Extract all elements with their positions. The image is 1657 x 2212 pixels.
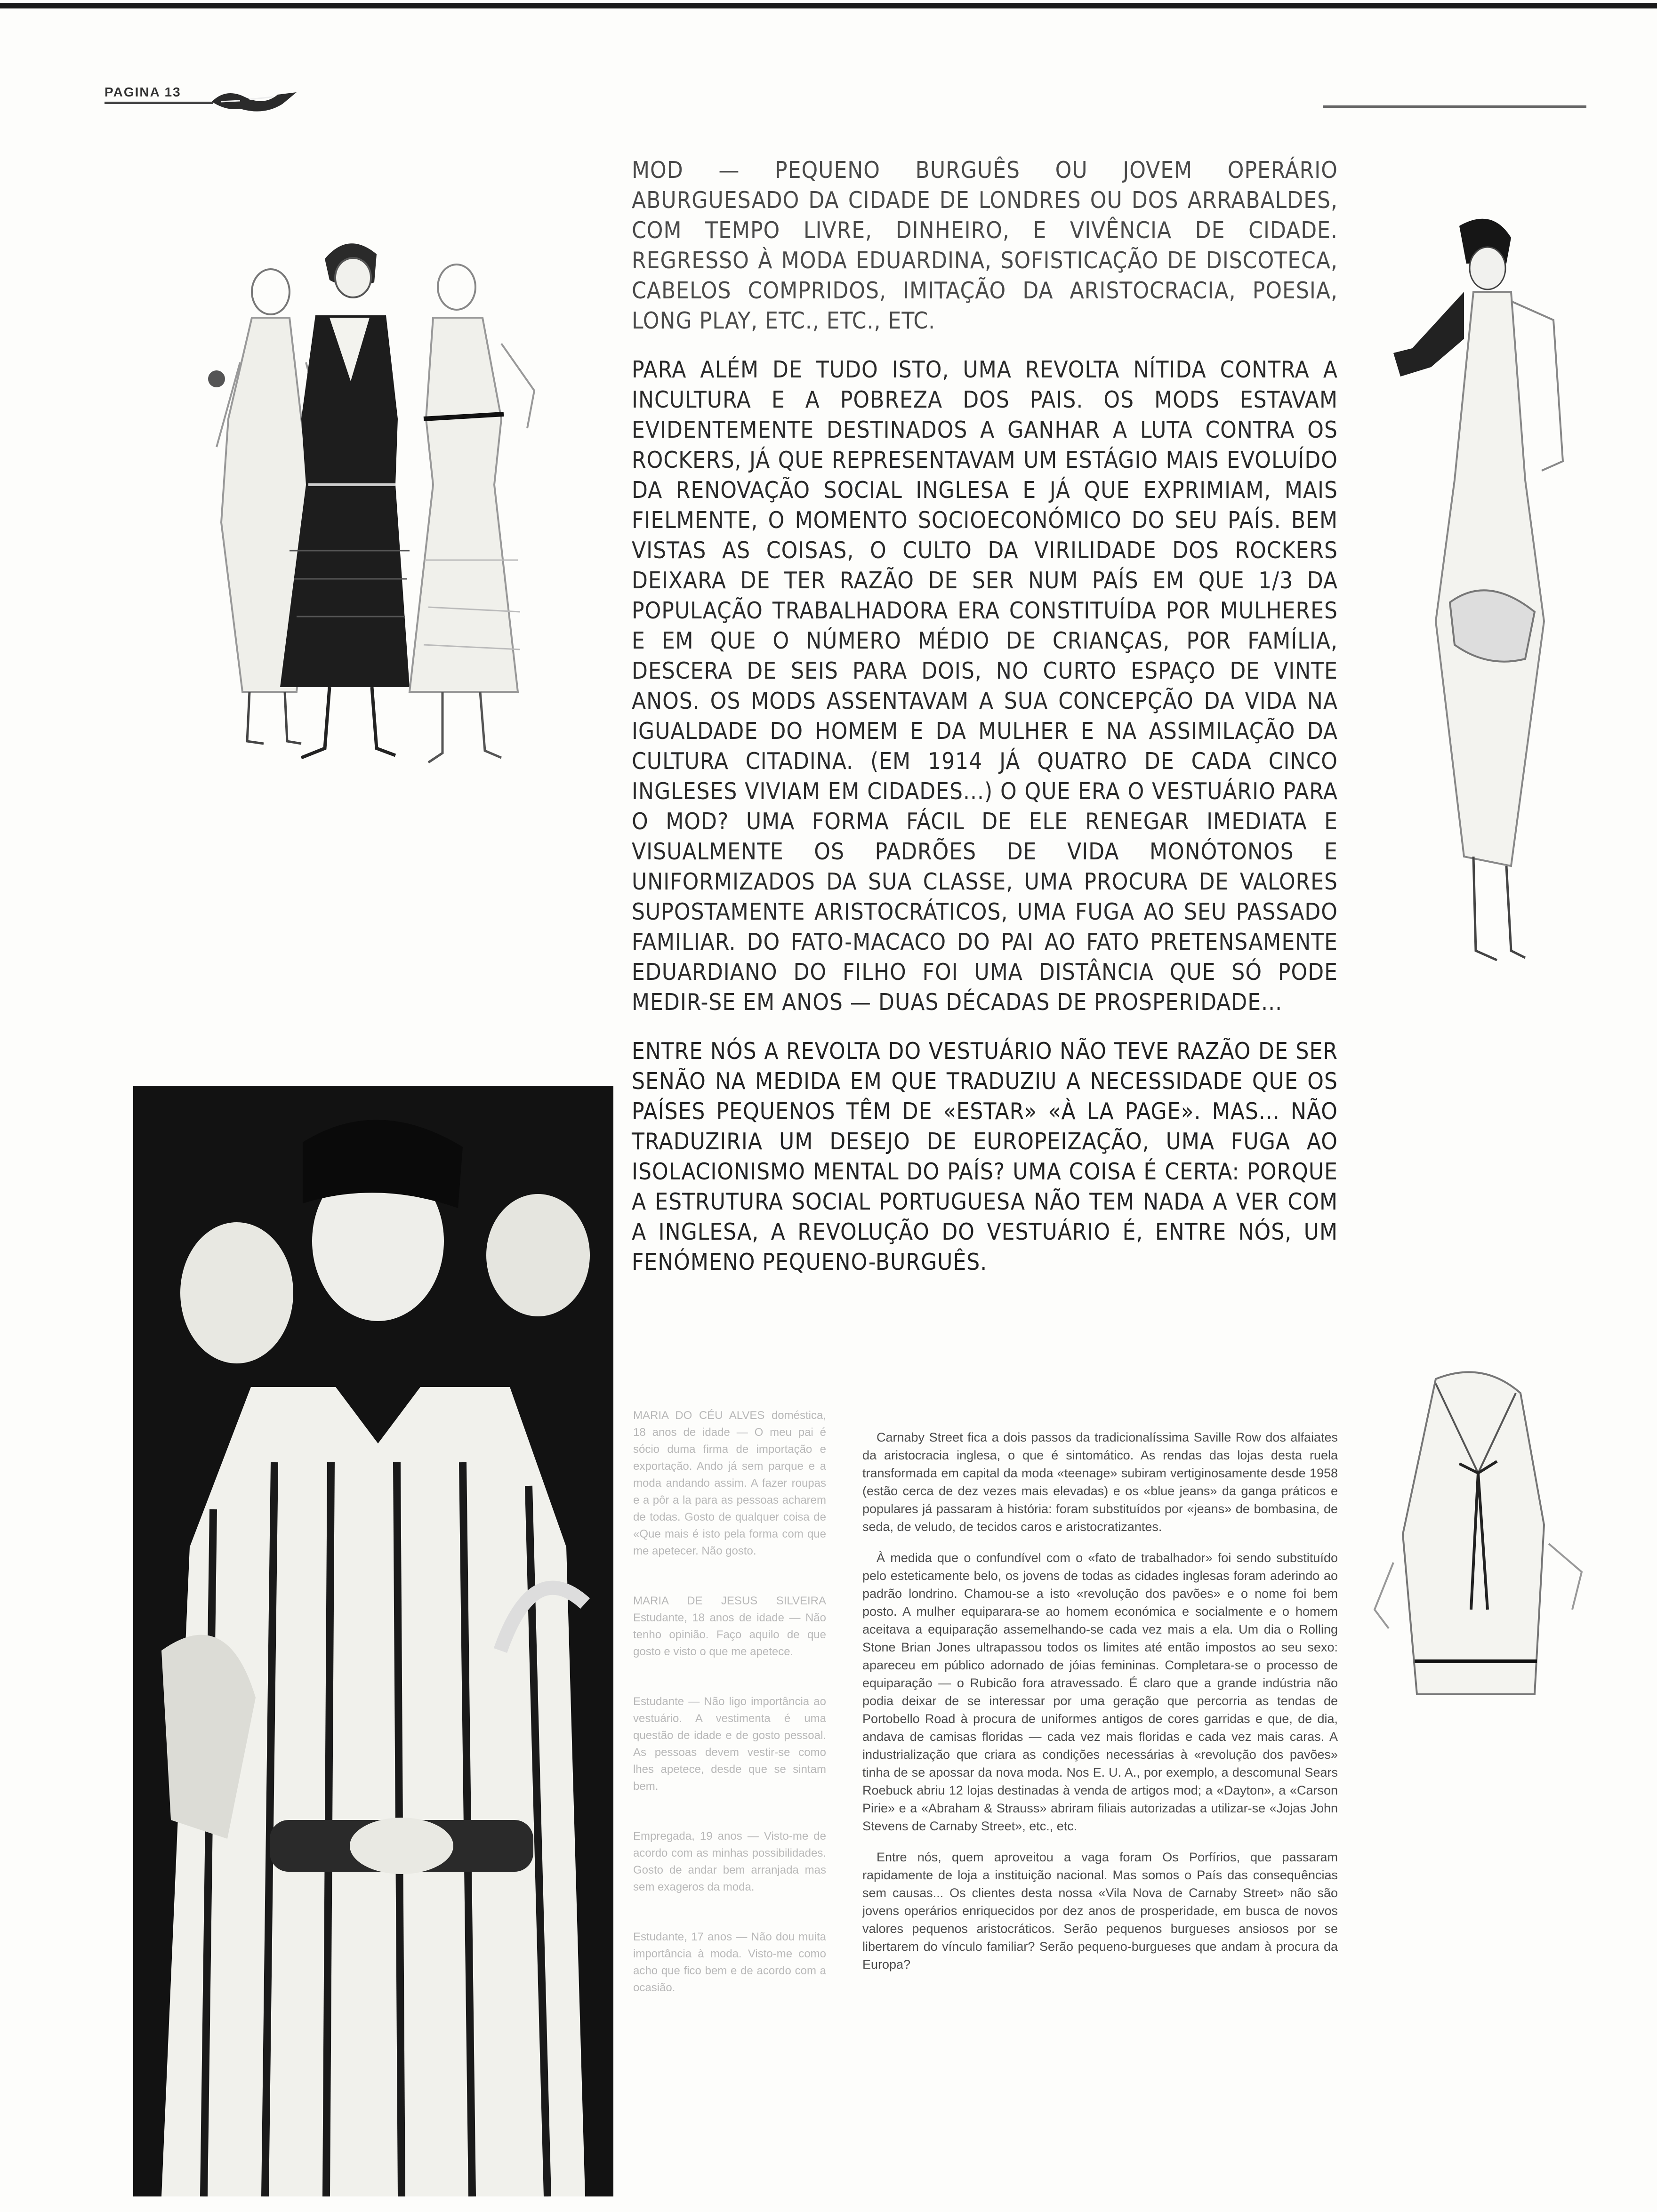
magazine-logo-icon: [207, 83, 301, 120]
interview-caption: MARIA DE JESUS SILVEIRA Estudante, 18 anos de idade — Não tenho opinião. Faço aquilo de que gosto e visto o que me apetece.: [633, 1595, 826, 1658]
sidebar-paragraph: Carnaby Street fica a dois passos da tradicionalíssima Saville Row dos alfaiates da aristocracia inglesa, o que é sintomático. As rendas das lojas desta ruela transformada em capital da moda «teenage» subiram vertiginosamente desde 1958 (estão cerca de dez vezes mais elevadas) e os «blue jeans» da ganga práticos e populares já passaram à história: foram substituídos por «jeans» de bombasina, de seda, de veludo, de tecidos caros e aristocratizantes.: [862, 1430, 1338, 1534]
interview-caption: Estudante, 17 anos — Não dou muita importância à moda. Visto-me como acho que fico bem e de acordo com a ocasião.: [633, 1931, 826, 1994]
interview-caption: Estudante — Não ligo importância ao vestuário. A vestimenta é uma questão de idade e de gosto pessoal. As pessoas devem vestir-se como lhes apetece, desde que se sintam bem.: [633, 1695, 826, 1793]
article-body: [632, 155, 1338, 1296]
interview-caption: Empregada, 19 anos — Visto-me de acordo com as minhas possibilidades. Gosto de andar bem arranjada mas sem exageros da moda.: [633, 1830, 826, 1893]
carnaby-street-sidebar: [862, 1428, 1338, 1987]
sidebar-paragraph: Entre nós, quem aproveitou a vaga foram Os Porfírios, que passaram rapidamente de loja a instituição nacional. Mas somos o País das consequências sem causas... Os clientes desta nossa «Vila Nova de Carnaby Street» não são jovens operários enriquecidos por dez anos de prosperidade, em busca de novos valores pequenos aristocráticos. Serão pequenos burgueses ansiosos por se libertarem do vínculo familiar? Serão pequeno-burgueses que andam à procura da Europa?: [862, 1850, 1338, 1972]
header-rule-right: [1323, 105, 1586, 108]
mod-youths-illustration: [133, 1086, 613, 2196]
mod-youths-drawing: [133, 1086, 613, 2196]
sidebar-paragraph: À medida que o confundível com o «fato de trabalhador» foi sendo substituído pelo esteticamente belo, os jovens de todas as cidades inglesas foram aderindo ao padrão londrino. Chamou-se a isto «revolução dos pavões» e o nome foi bem posto. A mulher equiparara-se ao homem económica e socialmente e o homem aceitava a equiparação assemelhando-se cada vez mais a ela. Um dia o Rolling Stone Brian Jones ultrapassou todos os limites até então impostos ao seu sexo: apareceu em público adornado de jóias femininas. Completara-se o processo de equiparação — o Rubicão fora atravessado. É claro que a grande indústria não podia deixar de se interessar por uma geração que percorria as tendas de Portobello Road à procura de uniformes antigos de cores garridas e que, de dia, andava de camisas floridas — cada vez mais floridas e cada vez mais caras. A industrialização que criara as condições necessárias à «revolução dos pavões» tinha de se apossar da nova moda. Nos E. U. A., por exemplo, a descomunal Sears Roebuck abriu 12 lojas destinadas à venda de artigos mod; a «Dayton», a «Carson Pirie» e a «Abraham & Strauss» abriram filiais autorizadas a utilizar-se «Jojas John Stevens de Carnaby Street», etc., etc.: [862, 1551, 1338, 1833]
article-paragraph-3: ENTRE NÓS A REVOLTA DO VESTUÁRIO NÃO TEVE RAZÃO DE SER SENÃO NA MEDIDA EM QUE TRADUZIU A NECESSIDADE QUE OS PAÍSES PEQUENOS TÊM DE «ESTAR» «À LA PAGE». MAS... NÃO TRADUZIRIA UM DESEJO DE EUROPEIZAÇÃO, UMA FUGA AO ISOLACIONISMO MENTAL DO PAÍS? UMA COISA É CERTA: PORQUE A ESTRUTURA SOCIAL PORTUGUESA NÃO TEM NADA A VER COM A INGLESA, A REVOLUÇÃO DO VESTUÁRIO É, ENTRE NÓS, UM FENÓMENO PEQUENO-BURGUÊS.: [632, 1038, 1338, 1275]
fashion-illustration-cloche-woman: [1356, 198, 1601, 988]
page-top-rule: [0, 3, 1657, 8]
header-right-text: [1431, 88, 1549, 102]
page-number-label: PAGINA 13: [105, 85, 213, 104]
article-paragraph-1: MOD — PEQUENO BURGUÊS OU JOVEM OPERÁRIO ABURGUESADO DA CIDADE DE LONDRES OU DOS ARRABALDES, COM TEMPO LIVRE, DINHEIRO, E VIVÊNCIA DE CIDADE. REGRESSO À MODA EDUARDINA, SOFISTICAÇÃO DE DISCOTECA, CABELOS COMPRIDOS, IMITAÇÃO DA ARISTOCRACIA, POESIA, LONG PLAY, ETC., ETC., ETC.: [632, 157, 1338, 334]
article-paragraph-2: PARA ALÉM DE TUDO ISTO, UMA REVOLTA NÍTIDA CONTRA A INCULTURA E A POBREZA DOS PAIS. OS MODS ESTAVAM EVIDENTEMENTE DESTINADOS A GANHAR A LUTA CONTRA OS ROCKERS, JÁ QUE REPRESENTAVAM UM ESTÁGIO MAIS EVOLUÍDO DA RENOVAÇÃO SOCIAL INGLESA E JÁ QUE EXPRIMIAM, MAIS FIELMENTE, O MOMENTO SOCIOECONÓMICO DO SEU PAÍS. BEM VISTAS AS COISAS, O CULTO DA VIRILIDADE DOS ROCKERS DEIXARA DE TER RAZÃO DE SER NUM PAÍS EM QUE 1/3 DA POPULAÇÃO TRABALHADORA ERA CONSTITUÍDA POR MULHERES E EM QUE O NÚMERO MÉDIO DE CRIANÇAS, POR FAMÍLIA, DESCERA DE SEIS PARA DOIS, NO CURTO ESPAÇO DE VINTE ANOS. OS MODS ASSENTAVAM A SUA CONCEPÇÃO DA VIDA NA IGUALDADE DO HOMEM E DA MULHER E NA ASSIMILAÇÃO DA CULTURA CITADINA. (EM 1914 JÁ QUATRO DE CADA CINCO INGLESES VIVIAM EM CIDADES...) O QUE ERA O VESTUÁRIO PARA O MOD? UMA FORMA FÁCIL DE ELE RENEGAR IMEDIATA E VISUALMENTE OS PADRÕES DE VIDA MONÓTONOS E UNIFORMIZADOS DA SUA CLASSE, UMA PROCURA DE VALORES SUPOSTAMENTE ARISTOCRÁTICOS, UMA FUGA AO SEU PASSADO FAMILIAR. DO FATO-MACACO DO PAI AO FATO PRETENSAMENTE EDUARDIANO DO FILHO FOI UMA DISTÂNCIA QUE SÓ PODE MEDIR-SE EM ANOS — DUAS DÉCADAS DE PROSPERIDADE...: [632, 356, 1338, 1016]
interview-captions-column: [633, 1407, 826, 2029]
interview-caption: MARIA DO CÉU ALVES doméstica, 18 anos de idade — O meu pai é sócio duma firma de importação e exportação. Ando já sem parque e a moda andando assim. A fazer roupas e a pôr a la para as pessoas acharem de todas. Gosto de qualquer coisa de «Que mais é isto pela forma com que me apetecer. Não gosto.: [633, 1409, 826, 1557]
fashion-illustration-three-women: [188, 221, 574, 800]
fashion-illustration-white-blouse: [1365, 1365, 1601, 1835]
